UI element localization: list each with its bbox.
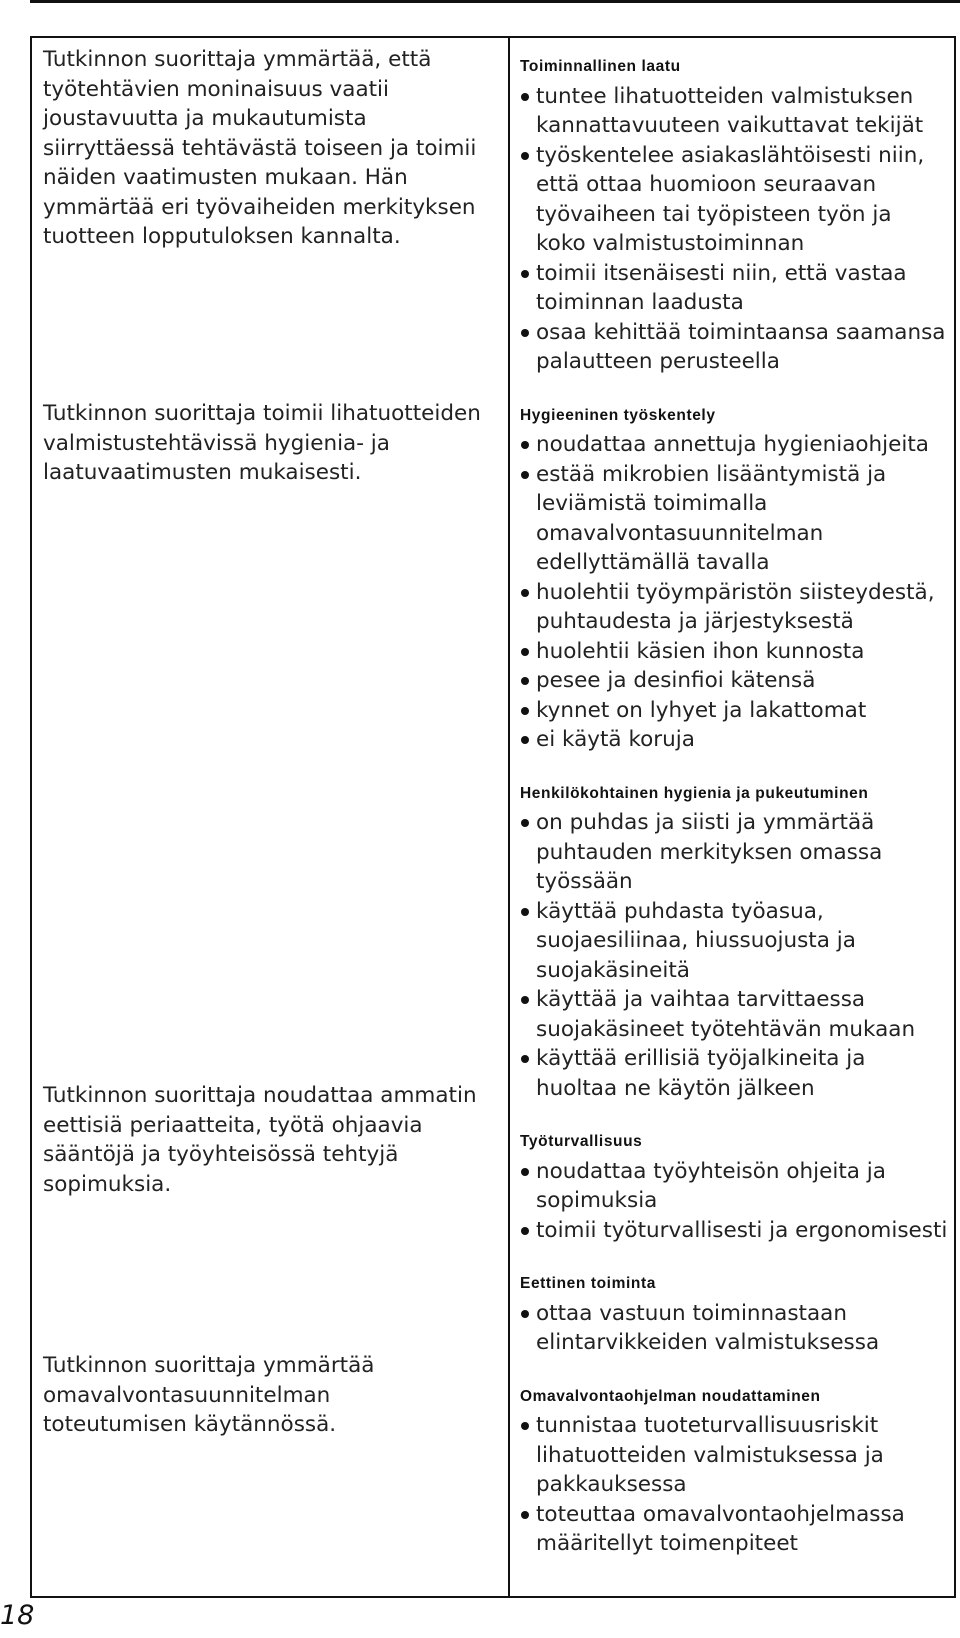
section-hygieeninen-tyoskentely [520, 401, 948, 755]
section-heading: Eettinen toiminta [520, 1275, 656, 1292]
bullet-list [520, 82, 948, 377]
bullet-list [520, 1411, 948, 1559]
list-item: tuntee lihatuotteiden valmistuksen kannattavuuteen vaikuttavat tekijät [520, 82, 948, 141]
top-rule [30, 0, 960, 3]
list-item: noudattaa annettuja hygieniaohjeita [520, 430, 948, 460]
list-item: osaa kehittää toimintaansa saamansa palautteen perusteella [520, 318, 948, 377]
list-item: tunnistaa tuoteturvallisuusriskit lihatuotteiden valmistuksessa ja pakkauksessa [520, 1411, 948, 1500]
list-item: estää mikrobien lisääntymistä ja leviämistä toimimalla omavalvontasuunnitelman edellyttämällä tavalla [520, 460, 948, 578]
list-item: noudattaa työyhteisön ohjeita ja sopimuksia [520, 1157, 948, 1216]
left-paragraph-3: Tutkinnon suorittaja noudattaa ammatin eettisiä periaatteita, työtä ohjaavia sääntöjä ja työyhteisössä tehtyjä sopimuksia. [43, 1083, 477, 1197]
bullet-list [520, 1157, 948, 1246]
left-paragraph-4: Tutkinnon suorittaja ymmärtää omavalvontasuunnitelman toteutumisen käytännössä. [43, 1353, 375, 1437]
list-item: toimii työturvallisesti ja ergonomisesti [520, 1216, 948, 1246]
left-paragraph-1: Tutkinnon suorittaja ymmärtää, että työtehtävien moninaisuus vaatii joustavuutta ja mukautumista siirryttäessä tehtävästä toiseen ja toimii näiden vaatimusten mukaan. Hän ymmärtää eri työvaiheiden merkityksen tuotteen lopputuloksen kannalta. [43, 47, 477, 249]
list-item: kynnet on lyhyet ja lakattomat [520, 696, 948, 726]
section-henkilokohtainen-hygienia [520, 779, 948, 1104]
bullet-list [520, 430, 948, 755]
section-heading: Omavalvontaohjelman noudattaminen [520, 1387, 821, 1405]
bullet-list [520, 808, 948, 1103]
list-item: ottaa vastuun toiminnastaan elintarvikkeiden valmistuksessa [520, 1299, 948, 1358]
section-heading: Toiminnallinen laatu [520, 58, 681, 75]
list-item: pesee ja desinfioi kätensä [520, 666, 948, 696]
section-tyoturvallisuus [520, 1127, 948, 1245]
criteria-table [30, 36, 956, 1598]
list-item: käyttää erillisiä työjalkineita ja huoltaa ne käytön jälkeen [520, 1044, 948, 1103]
list-item: toteuttaa omavalvontaohjelmassa määritellyt toimenpiteet [520, 1500, 948, 1559]
list-item: huolehtii käsien ihon kunnosta [520, 637, 948, 667]
section-heading: Henkilökohtainen hygienia ja pukeutuminen [520, 784, 869, 802]
column-divider [508, 38, 510, 1596]
list-item: käyttää ja vaihtaa tarvittaessa suojakäsineet työtehtävän mukaan [520, 985, 948, 1044]
section-eettinen-toiminta [520, 1269, 948, 1358]
list-item: käyttää puhdasta työasua, suojaesiliinaa, hiussuojusta ja suojakäsineitä [520, 897, 948, 986]
section-heading: Työturvallisuus [520, 1133, 643, 1150]
list-item: työskentelee asiakaslähtöisesti niin, että ottaa huomioon seuraavan työvaiheen tai työpisteen työn ja koko valmistustoiminnan [520, 141, 948, 259]
section-heading: Hygieeninen työskentely [520, 406, 716, 424]
list-item: huolehtii työympäristön siisteydestä, puhtaudesta ja järjestyksestä [520, 578, 948, 637]
page-number: 18 [0, 1600, 35, 1631]
list-item: on puhdas ja siisti ja ymmärtää puhtauden merkityksen omassa työssään [520, 808, 948, 897]
left-paragraph-2: Tutkinnon suorittaja toimii lihatuotteiden valmistustehtävissä hygienia- ja laatuvaatimusten mukaisesti. [43, 401, 481, 485]
right-column [520, 52, 948, 1559]
section-toiminnallinen-laatu [520, 52, 948, 377]
list-item: ei käytä koruja [520, 725, 948, 755]
bullet-list [520, 1299, 948, 1358]
list-item: toimii itsenäisesti niin, että vastaa toiminnan laadusta [520, 259, 948, 318]
section-omavalvontaohjelma [520, 1382, 948, 1559]
